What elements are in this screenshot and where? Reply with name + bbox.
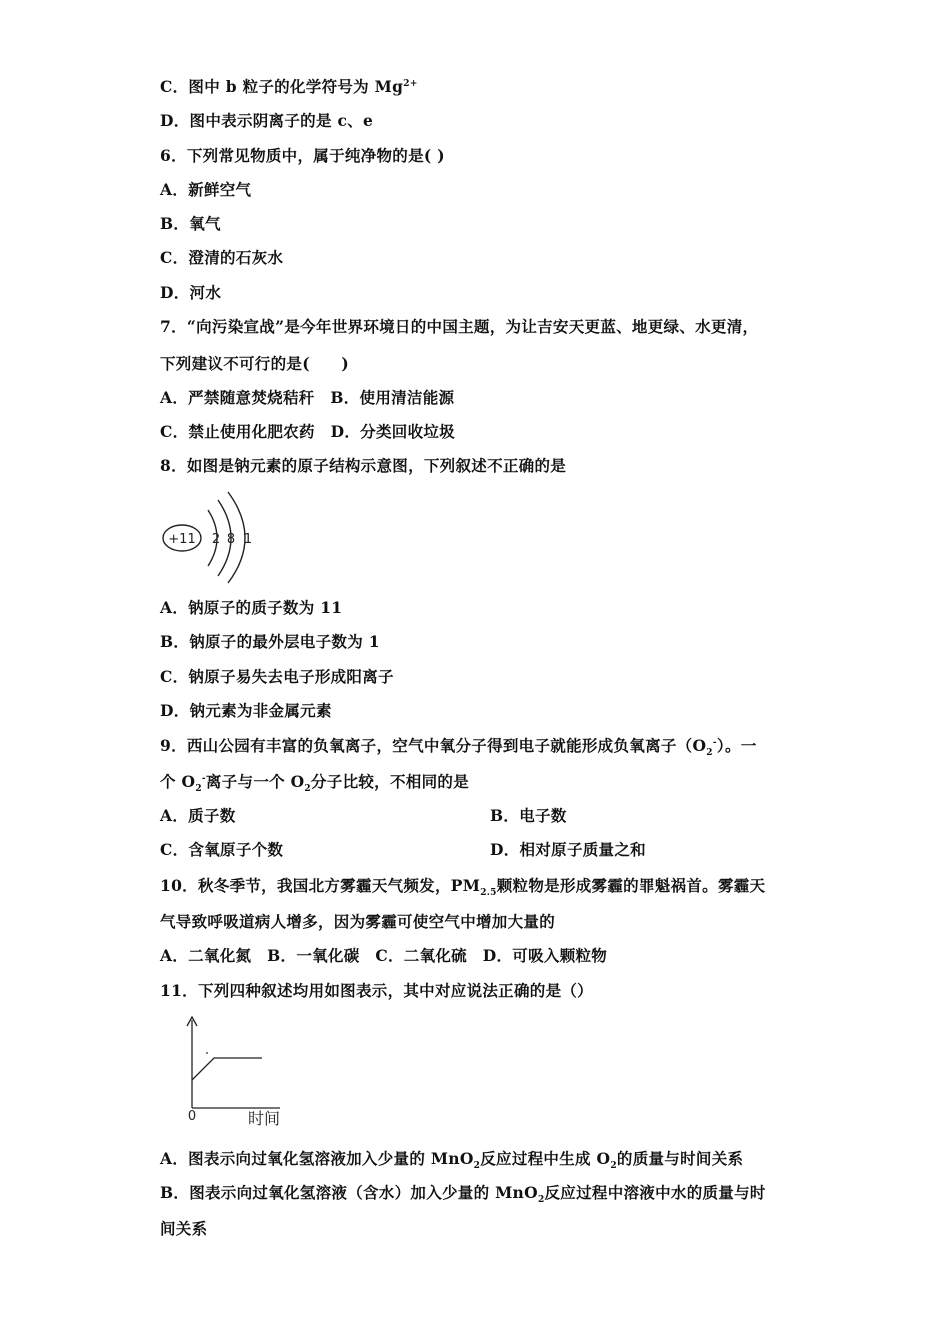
q6-stem: 6．下列常见物质中，属于纯净物的是( ) [160,146,445,165]
q11-option-a: A．图表示向过氧化氢溶液加入少量的 MnO$_2$反应过程中生成 $O_2$的质量与时间关系 [160,1149,744,1172]
q8-option-a: A．钠原子的质子数为 11 [160,598,343,617]
nucleus-charge: +11 [168,532,196,547]
q7-stem: 7．“向污染宣战”是今年世界环境日的中国主题，为让吉安天更蓝、地更绿、水更清， [160,317,759,336]
q5-option-d: D．图中表示阴离子的是 c、e [160,111,374,130]
q9-stem: 9．西山公园有丰富的负氧离子，空气中氧分子得到电子就能形成负氧离子$(O_2^-)$。一 [160,736,757,759]
graph-curve [192,1058,262,1080]
q9-option-a: A．质子数 [160,806,236,825]
q10-options: A．二氧化氮 B．一氧化碳 C．二氧化硫 D．可吸入颗粒物 [160,946,608,965]
q9-option-d: D．相对原子质量之和 [490,840,646,859]
shell-1-electrons: 2 [211,532,221,547]
shell-3-electrons: 1 [243,532,253,547]
q6-option-b: B．氧气 [160,214,221,233]
shell-2-electrons: 8 [226,532,236,547]
graph-dot [206,1052,208,1054]
sodium-atom-diagram [160,490,270,585]
q6-option-c: C．澄清的石灰水 [160,248,284,267]
q11-option-b-line2: 间关系 [160,1219,208,1238]
q11-stem: 11．下列四种叙述均用如图表示，其中对应说法正确的是（） [160,981,593,1000]
q11-graph [180,1012,290,1130]
q7-options-row2: C．禁止使用化肥农药 D．分类回收垃圾 [160,422,455,441]
q8-option-d: D．钠元素为非金属元素 [160,701,332,720]
q9-stem-line2: 个 $O_2^-$离子与一个 $O_2$分子比较，不相同的是 [160,772,469,795]
q11-option-b: B．图表示向过氧化氢溶液（含水）加入少量的 MnO$_2$反应过程中溶液中水的质量与时 [160,1183,766,1206]
q6-option-a: A．新鲜空气 [160,180,252,199]
q10-stem: 10．秋冬季节，我国北方雾霾天气频发，$PM_{2.5}$颗粒物是形成雾霾的罪魁祸首。雾霾天 [160,876,766,899]
q9-option-c: C．含氧原子个数 [160,840,284,859]
q9-option-b: B．电子数 [490,806,567,825]
graph-x-label: 时间 [247,1109,281,1128]
q5-option-c: C．图中 b 粒子的化学符号为 $Mg^{2+}$ [160,77,418,96]
q8-stem: 8．如图是钠元素的原子结构示意图，下列叙述不正确的是 [160,456,567,475]
q8-option-c: C．钠原子易失去电子形成阳离子 [160,667,394,686]
q10-stem-line2: 气导致呼吸道病人增多，因为雾霾可使空气中增加大量的 [160,912,556,931]
q6-option-d: D．河水 [160,283,222,302]
graph-origin-label: 0 [187,1109,197,1124]
q7-stem-line2: 下列建议不可行的是( ) [160,354,350,373]
q7-options-row1: A．严禁随意焚烧秸秆 B．使用清洁能源 [160,388,455,407]
q8-option-b: B．钠原子的最外层电子数为 1 [160,632,380,651]
